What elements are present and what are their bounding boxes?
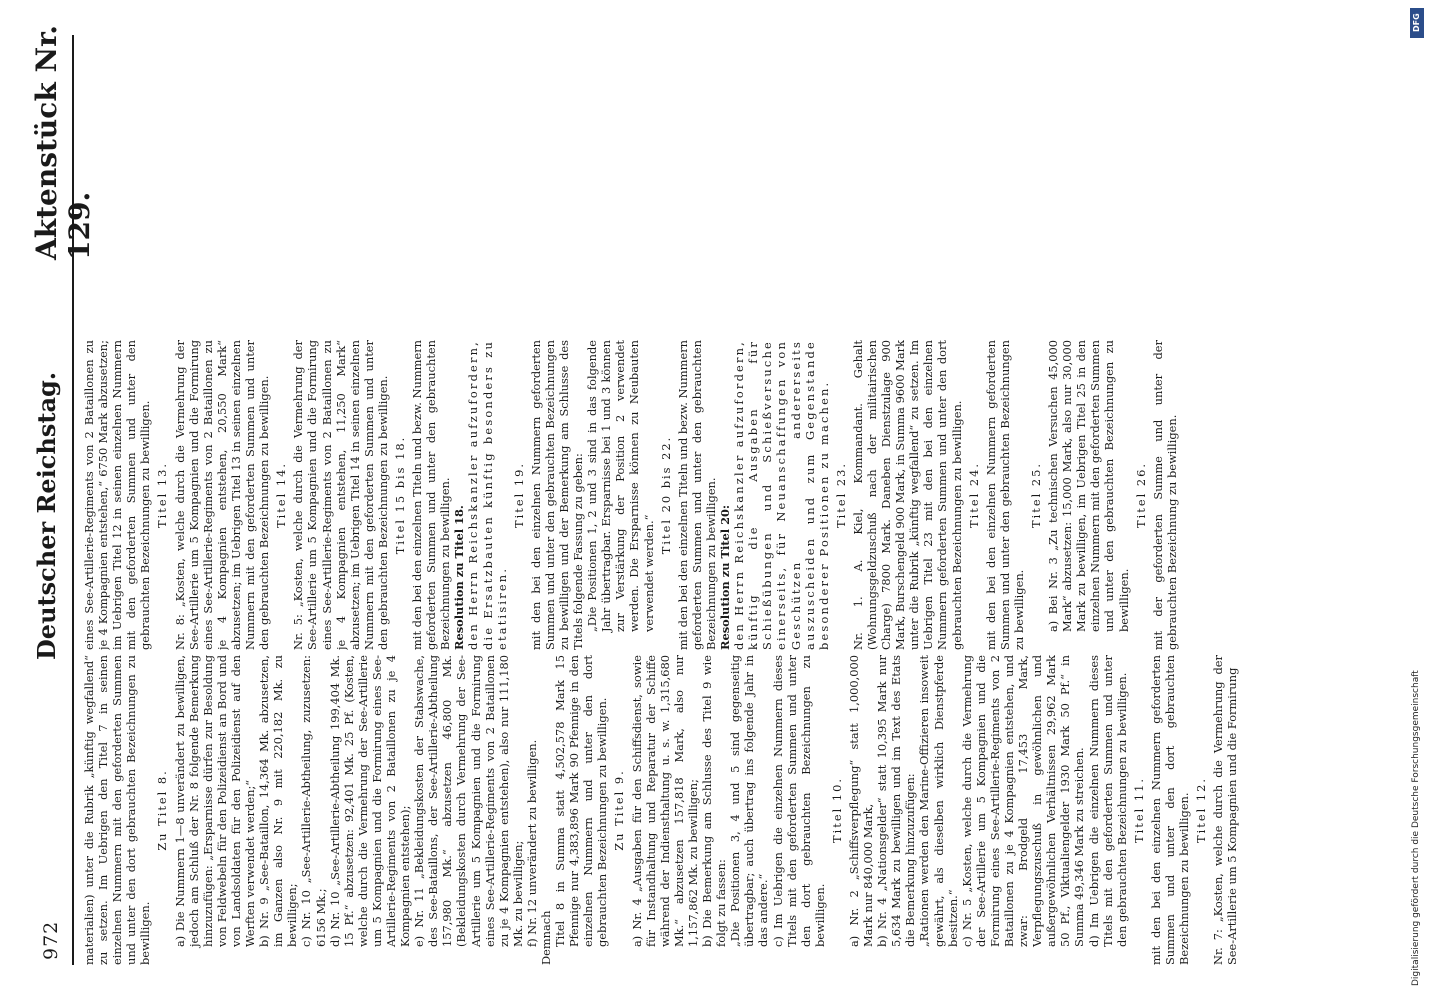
text-column-middle (82, 340, 1402, 650)
paragraph: f) Nr. 12 unverändert zu bewilligen. (524, 739, 539, 947)
paragraph: e) Nr. 11 „Bekleidungskosten der Stabswache, des See-Bataillons, der See-Artillerie-Abtheilung 157,980 Mk.“ abzusetzen 46,800 Mk. (Bekleidungskosten durch Vermehrung der See-Artillerie um 5 Kompagnien und die Formirung eines See-Artillerie-Regiments von 2 Bataillonen zu je 4 Kompagnien entstehen), also nur 111,180 Mk. zu bewilligen; (412, 655, 525, 947)
section-heading: Titel 10. (829, 777, 844, 843)
paragraph: c) Nr. 5 „Kosten, welche durch die Vermehrung der See-Artillerie um 5 Kompagnien und die Formirung eines See-Artillerie-Regiments von 2 Bataillonen zu je 4 Kompagnien entstehen, und zwar: Brodgeld 17,453 Mark, Verpflegungszuschuß in gewöhnlichen und außergewöhnlichen Verhältnissen 29,962 Mark 50 Pf., Viktualiengelder 1930 Mark 50 Pf.“ in Summa 49,346 Mark zu streichen. (959, 655, 1087, 947)
section-heading: Titel 25. (1029, 462, 1043, 528)
paragraph: Titel 8 in Summa statt 4,502,578 Mark 15 Pfennige nur 4,383,896 Mark 90 Pfennige in den einzelnen Nummern und unter den dort gebrauchten Bezeichnungen zu bewilligen. (553, 655, 610, 947)
dfg-logo: DFG (1410, 8, 1424, 38)
paragraph: b) Die Bemerkung am Schlusse des Titel 9 wie folgt zu fassen: (700, 655, 729, 947)
paragraph: eines See-Artillerie-Regiments von 2 Bataillonen zu je 4 Kompagnien entstehen,“ 6750 Mark abzusetzen; im Uebrigen Titel 12 in seinen einzelnen Nummern mit den geforderten Summen und unter den gebrauchten Bezeichnungen zu bewilligen. (82, 340, 153, 650)
dfg-watermark (1408, 8, 1426, 993)
paragraph: Nr. 5: „Kosten, welche durch die Vermehrung der See-Artillerie um 5 Kompagnien und die Formirung eines See-Artillerie-Regiments von 2 Bataillonen zu je 4 Kompagnien entstehen, 11,250 Mark“ abzusetzen; im Uebrigen Titel 14 in seinen einzelnen Nummern mit den geforderten Summen und unter den gebrauchten Bezeichnungen zu bewilligen. (291, 340, 390, 650)
section-heading: Zu Titel 9. (612, 769, 627, 851)
resolution-label: Resolution zu Titel 18. (452, 505, 467, 650)
text-column-left (82, 655, 1402, 965)
dfg-funding-note: Digitalisierung gefördert durch die Deutsche Forschungsgemeinschaft (1411, 670, 1421, 986)
section-heading: Titel 20 bis 22. (658, 435, 673, 555)
paragraph: a) Nr. 2 „Schiffsverpflegung“ statt 1,000,000 Mark nur 840,000 Mark, (846, 655, 876, 947)
paragraph: „Rationen werden den Marine-Offizieren insoweit gewährt, als dieselben wirklich Dienstpferde besitzen.“ (917, 655, 960, 947)
section-heading: Titel 19. (511, 462, 526, 528)
paragraph: a) Nr. 4 „Ausgaben für den Schiffsdienst, sowie für Instandhaltung und Reparatur der Schiffe während der Indiensthaltung u. s. w. 1,315,680 Mk.“ abzusetzen 157,818 Mark, also nur 1,157,862 Mk. zu bewilligen; (629, 655, 700, 947)
resolution-text: den Herrn Reichskanzler aufzufordern, künftig die Ausgaben für Schießübungen und Schießversuche einerseits, für Neuanschaffungen von Geschützen andererseits auszuscheiden und zum Gegenstande besonderer Positionen zu machen. (732, 340, 831, 650)
paragraph: Nr. 8: „Kosten, welche durch die Vermehrung der See-Artillerie um 5 Kompagnien und die Formirung eines See-Artillerie-Regiments von 2 Bataillonen zu je 4 Kompagnien entstehen, 20,550 Mark“ abzusetzen; im Uebrigen Titel 13 in seinen einzelnen Nummern mit den geforderten Summen und unter den gebrauchten Bezeichnungen zu bewilligen. (172, 340, 272, 650)
paragraph: c) Nr. 10 „See-Artillerie-Abtheilung, zuzusetzen: 6156 Mk.; (299, 655, 328, 947)
paragraph: mit den bei den einzelnen Nummern geforderten Summen und unter den gebrauchten Bezeichnungen zu bewilligen und der Bemerkung am Schlusse des Titels folgende Fassung zu geben: (528, 340, 586, 650)
paragraph: b) Nr. 9 „See-Bataillon, 14,364 Mk. abzusetzen, im Ganzen also Nr. 9 mit 220,182 Mk. zu bewilligen; (257, 655, 300, 947)
section-heading: Titel 24. (966, 462, 981, 528)
paragraph: Nr. 7: „Kosten, welche durch die Vermehrung der See-Artillerie um 5 Kompagnien und die Formirung (1211, 655, 1240, 965)
paragraph: a) Bei Nr. 3 „Zu technischen Versuchen 45,000 Mark“ abzusetzen: 15,000 Mark, also nur 30,000 Mark zu bewilligen, im Uebrigen Titel 25 in den einzelnen Nummern mit den geforderten Summen und unter den gebrauchten Bezeichnungen zu bewilligen. (1046, 340, 1131, 632)
paragraph: mit den bei den einzelnen Nummern geforderten Summen und unter den dort gebrauchten Bezeichnungen zu bewilligen. (1148, 655, 1192, 965)
section-heading: Titel 11. (1131, 777, 1146, 843)
resolution-text: den Herrn Reichskanzler aufzufordern, die Ersatzbauten künftig besonders zu etatisiren. (466, 340, 509, 650)
section-heading: Titel 26. (1133, 462, 1148, 528)
resolution-label: Resolution zu Titel 20: (718, 504, 733, 650)
paragraph: materialien) unter die Rubrik „künftig wegfallend“ zu setzen. Im Uebrigen den Titel 7 in seinen einzelnen Nummern mit den geforderten Summen und unter den dort gebrauchten Bezeichnungen zu bewilligen. (82, 655, 153, 965)
paragraph: Nr. 1. A. Kiel, Kommandant. Gehalt (Wohnungsgeldzuschuß nach der militairischen Charge) 7800 Mark. Daneben Dienstzulage 900 Mark, Burschengeld 900 Mark, in Summa 9600 Mark unter die Rubrik „künftig wegfallend“ zu setzen. Im Uebrigen Titel 23 mit den bei den einzelnen Nummern geforderten Summen und unter den dort gebrauchten Bezeichnungen zu bewilligen. (850, 340, 964, 650)
paragraph: mit der geforderten Summe und unter der gebrauchten Bezeichnung zu bewilligen. (1150, 340, 1179, 650)
section-heading: Titel 15 bis 18. (392, 435, 407, 555)
page-header (20, 0, 96, 960)
paragraph: d) Im Uebrigen die einzelnen Nummern dieses Titels mit den geforderten Summen und unter den gebrauchten Bezeichnungen zu bewilligen. (1086, 655, 1129, 947)
section-heading: Titel 23. (833, 462, 848, 528)
paragraph: mit den bei den einzelnen Titeln und bezw. Nummern geforderten Summen und unter den gebrauchten Bezeichnungen zu bewilligen. (675, 340, 718, 650)
page-number: 972 (40, 920, 62, 960)
paragraph: a) Die Nummern 1—8 unverändert zu bewilligen, jedoch am Schluß der Nr. 8 folgende Bemerkung hinzuzufügen: „Ersparnisse dürfen zur Besoldung von Feldwebeln für den Polizeidienst an Bord und von Landsoldaten für den Polizeidienst auf den Werften verwendet werden;“ (172, 655, 258, 947)
section-heading: Titel 14. (274, 462, 289, 528)
paragraph: mit den bei den einzelnen Titeln und bezw. Nummern geforderten Summen und unter den gebrauchten Bezeichnungen zu bewilligen. (410, 340, 453, 650)
text-column-right (82, 25, 1402, 335)
paragraph: c) Im Uebrigen die einzelnen Nummern dieses Titels mit den geforderten Summen und unter den dort gebrauchten Bezeichnungen zu bewilligen. (770, 655, 827, 947)
paragraph: Demnach (539, 910, 553, 965)
paragraph: b) Nr. 4 „Nationsgelder“ statt 10,395 Mark nur 5,634 Mark zu bewilligen und im Text des Etats die Bemerkung hinzuzufügen: (875, 655, 918, 947)
paragraph: mit den bei den einzelnen Nummern geforderten Summen und unter den gebrauchten Bezeichnungen zu bewilligen. (983, 340, 1026, 650)
header-rule (72, 35, 74, 965)
section-heading: Titel 12. (1194, 777, 1209, 843)
header-document-number: Aktenstück Nr. 129. (30, 24, 96, 260)
section-heading: Zu Titel 8. (155, 769, 170, 851)
paragraph: „Die Positionen 1, 2 und 3 sind in das folgende Jahr übertragbar. Ersparnisse bei 1 und 3 können zur Verstärkung der Position 2 verwendet werden. Die Ersparnisse können zu Neubauten verwendet werden.“ (585, 340, 656, 632)
paragraph: d) Nr. 10 „See-Artillerie-Abtheilung 199,404 Mk. 15 Pf.“ abzusetzen: 92,401 Mk. 25 Pf. (Kosten, welche durch die Vermehrung der See-Artillerie um 5 Kompagnien und die Formirung eines See-Artillerie-Regiments von 2 Bataillonen zu je 4 Kompagnien entstehen); (327, 655, 413, 947)
paragraph: „Die Positionen 3, 4 und 5 sind gegenseitig übertragbar; auch übertrag ins folgende Jahr in das andere.“ (728, 655, 771, 947)
header-title: Deutscher Reichstag. (32, 371, 61, 660)
section-heading: Titel 13. (155, 462, 170, 528)
